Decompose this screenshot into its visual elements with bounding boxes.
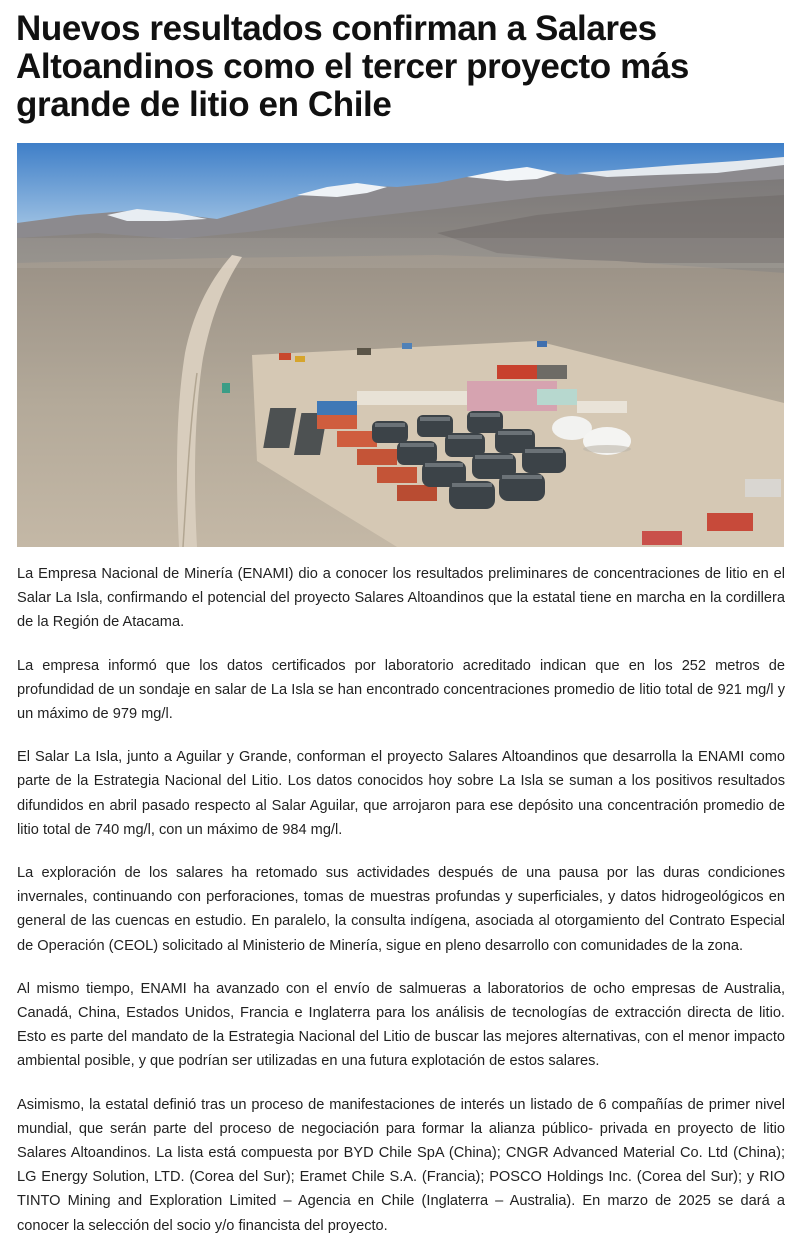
article-body	[17, 562, 785, 1257]
article-headline: Nuevos resultados confirman a Salares Altoandinos como el tercer proyecto más grande de litio en Chile	[16, 9, 689, 124]
aerial-mining-camp-illustration	[17, 143, 784, 547]
article-paragraph: La empresa informó que los datos certificados por laboratorio acreditado indican que en los 252 metros de profundidad de un sondaje en salar de La Isla se han encontrado concentraciones promedio de litio total de 921 mg/l y un máximo de 979 mg/l.	[17, 657, 785, 723]
article-paragraph: Al mismo tiempo, ENAMI ha avanzado con el envío de salmueras a laboratorios de ocho empresas de Australia, Canadá, China, Estados Unidos, Francia e Inglaterra para los análisis de tecnologías de extracción directa de litio. Esto es parte del mandato de la Estrategia Nacional del Litio de buscar las mejores alternativas, con el menor impacto ambiental posible, y que podrían ser utilizadas en una futura explotación de estos salares.	[17, 980, 785, 1070]
article-paragraph: Asimismo, la estatal definió tras un proceso de manifestaciones de interés un listado de 6 compañías de primer nivel mundial, que serán parte del proceso de negociación para formar la alianza público- privada en proyecto de litio Salares Altoandinos. La lista está compuesta por BYD Chile SpA (China); CNGR Advanced Material Co. Ltd (China); LG Energy Solution, LTD. (Corea del Sur); Eramet Chile S.A. (Francia); POSCO Holdings Inc. (Corea del Sur); y RIO TINTO Mining and Exploration Limited – Agencia en Chile (Inglaterra – Australia). En marzo de 2025 se dará a conocer la selección del socio y/o financista del proyecto.	[17, 1096, 785, 1234]
article-photo	[17, 143, 784, 547]
article-paragraph: La exploración de los salares ha retomado sus actividades después de una pausa por las duras condiciones invernales, continuando con perforaciones, tomas de muestras profundas y superficiales, y datos hidrogeológicos en general de las cuencas en estudio. En paralelo, la consulta indígena, asociada al otorgamiento del Contrato Especial de Operación (CEOL) solicitado al Ministerio de Minería, sigue en pleno desarrollo con comunidades de la zona.	[17, 865, 785, 954]
article-paragraph: La Empresa Nacional de Minería (ENAMI) dio a conocer los resultados preliminares de concentraciones de litio en el Salar La Isla, confirmando el potencial del proyecto Salares Altoandinos que la estatal tiene en marcha en la cordillera de la Región de Atacama.	[17, 566, 785, 631]
article-paragraph: El Salar La Isla, junto a Aguilar y Grande, conforman el proyecto Salares Altoandinos que desarrolla la ENAMI como parte de la Estrategia Nacional del Litio. Los datos conocidos hoy sobre La Isla se suman a los positivos resultados difundidos en abril pasado respecto al Salar Aguilar, que arrojaron para ese depósito una concentración promedio de litio total de 740 mg/l, con un máximo de 984 mg/l.	[17, 749, 785, 838]
